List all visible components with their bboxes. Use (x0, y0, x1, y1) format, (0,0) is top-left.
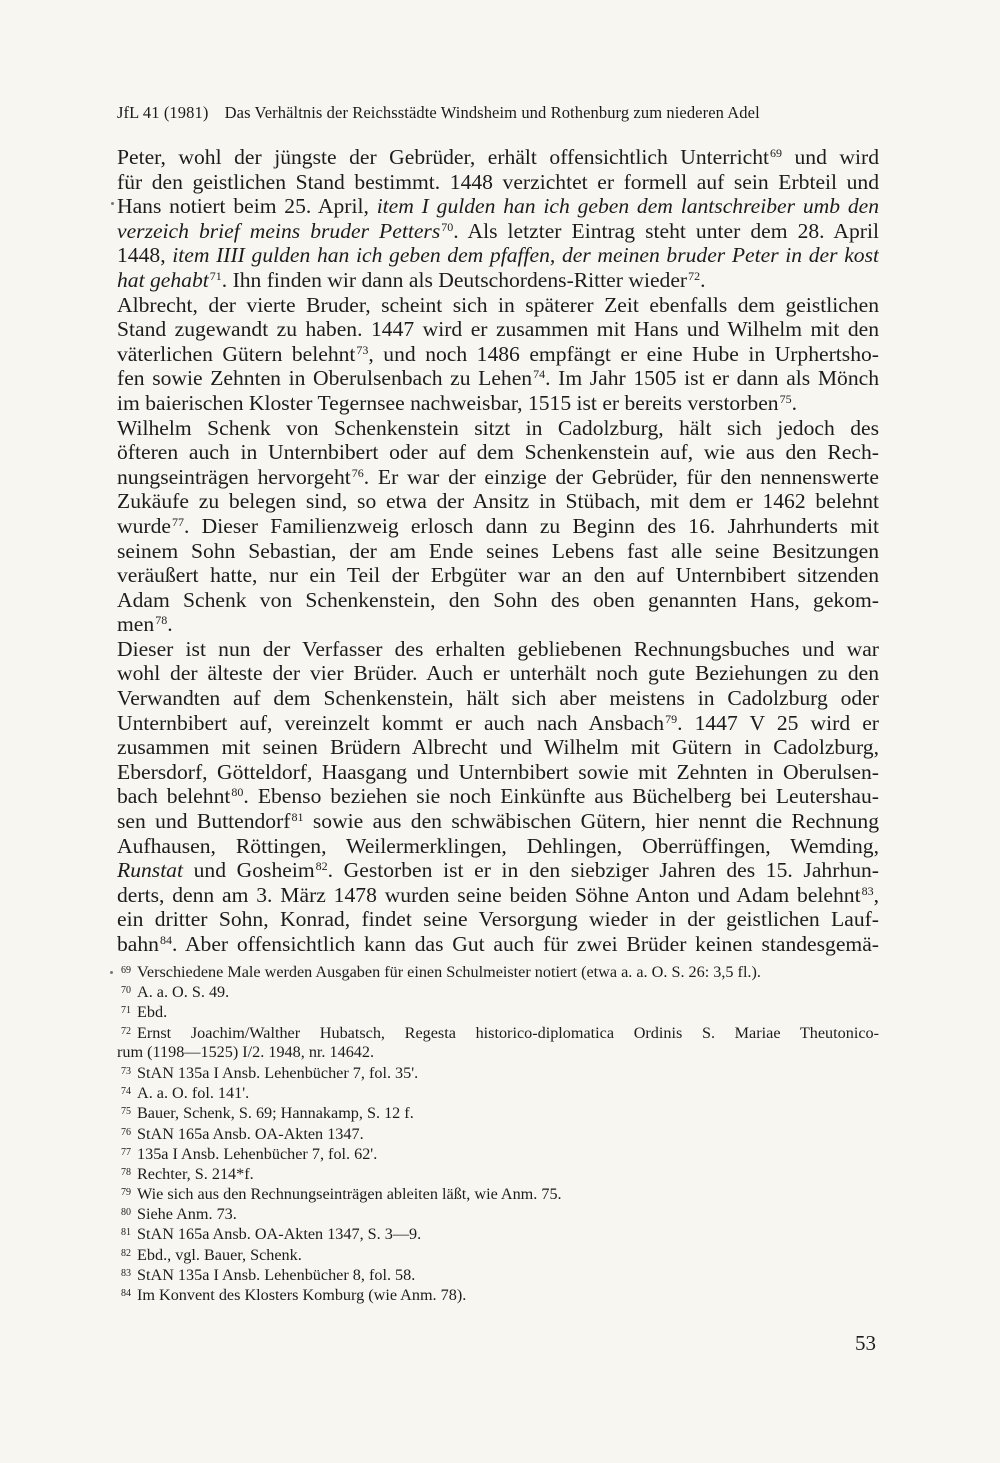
footnote (117, 1264, 879, 1284)
footnote-reference: 81 (291, 810, 304, 825)
text-line (117, 489, 879, 514)
text-line (117, 932, 879, 957)
text-run: wohl der älteste der vier Brüder. Auch er unterhält noch gute Beziehungen zu den (117, 661, 879, 686)
footnotes (117, 961, 879, 1304)
page-number: 53 (855, 1331, 876, 1355)
text-line (117, 711, 879, 736)
footnote (117, 1244, 879, 1264)
footnote-text: Rechter, S. 214*f. (137, 1164, 254, 1183)
footnote (117, 1203, 879, 1223)
text-run: Aufhausen, Röttingen, Weilermerklingen, Dehlingen, Oberrüffingen, Wemding, (117, 833, 879, 858)
footnote-text: StAN 135a I Ansb. Lehenbücher 7, fol. 35'. (137, 1063, 419, 1082)
text-run: Peter, wohl der jüngste der Gebrüder, erhält offensichtlich Unterricht (117, 145, 769, 169)
text-line (117, 219, 879, 244)
text-run: , und noch 1486 empfängt er eine Hube in Urphertsho- (368, 341, 879, 366)
footnote-reference: 76 (351, 465, 364, 480)
text-line (117, 514, 879, 539)
footnote-text: Bauer, Schenk, S. 69; Hannakamp, S. 12 f. (137, 1104, 414, 1123)
text-run: bach belehnt (117, 784, 231, 809)
footnote-text: Ebd., vgl. Bauer, Schenk. (137, 1245, 302, 1264)
text-run: . (700, 267, 706, 292)
text-run: und Gosheim (182, 858, 315, 883)
text-line (117, 735, 879, 760)
text-run: im baierischen Kloster Tegernsee nachweisbar, 1515 ist er bereits verstorben (117, 390, 779, 415)
footnote-number: 74 (121, 1086, 131, 1098)
footnote-reference: 80 (231, 785, 244, 800)
text-run: väterlichen Gütern belehnt (117, 341, 356, 366)
text-run: 1448, (117, 243, 173, 268)
footnote (117, 1183, 879, 1203)
scan-speck (110, 971, 113, 974)
text-run: . Aber offensichtlich kann das Gut auch für zwei Brüder keinen standesgemä- (171, 932, 879, 956)
text-run: Unternbibert auf, vereinzelt kommt er auch nach Ansbach (117, 710, 665, 735)
text-run: derts, denn am 3. März 1478 wurden seine beiden Söhne Anton und Adam belehnt (117, 882, 861, 907)
footnote-number: 71 (121, 1005, 131, 1017)
text-line (117, 588, 879, 613)
text-run: . Er war der einzige der Gebrüder, für den nennenswerte (363, 464, 879, 489)
footnote-number: 77 (121, 1146, 131, 1158)
text-run: bahn (117, 932, 159, 956)
footnote (117, 1062, 879, 1082)
text-run: wurde (117, 513, 171, 538)
footnote-reference: 77 (171, 514, 184, 529)
footnote (117, 1082, 879, 1102)
text-run: veräußert hatte, nur ein Teil der Erbgüter war an den auf Unternbibert sitzenden (117, 563, 879, 588)
text-line (117, 760, 879, 785)
footnote-text: StAN 165a Ansb. OA-Akten 1347, S. 3—9. (137, 1225, 422, 1244)
text-line (117, 440, 879, 465)
text-line (117, 612, 879, 637)
footnote-number: 81 (121, 1227, 131, 1239)
text-run: Verwandten auf dem Schenkenstein, hält sich aber meistens in Cadolzburg oder (117, 686, 879, 711)
text-run: Dieser ist nun der Verfasser des erhalten gebliebenen Rechnungsbuches und war (117, 636, 879, 661)
text-run: . (791, 390, 798, 415)
footnote-reference: 69 (770, 146, 782, 160)
footnote-number: 72 (121, 1025, 131, 1037)
text-run: Hans notiert beim 25. April, (117, 194, 377, 219)
footnote-text: 135a I Ansb. Lehenbücher 7, fol. 62'. (137, 1144, 378, 1163)
text-run: Zukäufe zu belegen sind, so etwa der Ansitz in Stübach, mit dem er 1462 belehnt (117, 489, 879, 514)
footnote-text: Verschiedene Male werden Ausgaben für einen Schulmeister notiert (etwa a. a. O. S. 26: 3,5 fl.). (137, 963, 761, 981)
footnote (117, 1042, 879, 1062)
footnote (117, 981, 879, 1001)
footnote-number: 76 (121, 1126, 131, 1138)
text-line (117, 145, 879, 170)
text-line (117, 170, 879, 195)
text-line (117, 194, 879, 219)
footnote (117, 1123, 879, 1143)
text-line (117, 342, 879, 367)
footnote (117, 1143, 879, 1163)
footnote (117, 1163, 879, 1183)
text-line (117, 661, 879, 686)
footnote-number: 79 (121, 1187, 131, 1199)
text-run: und wird (782, 145, 879, 169)
text-line (117, 268, 879, 293)
text-line (117, 686, 879, 711)
footnote-text: A. a. O. S. 49. (137, 983, 230, 1002)
footnote-text: StAN 165a Ansb. OA-Akten 1347. (137, 1124, 364, 1143)
text-line (117, 243, 879, 268)
footnote-text: Siehe Anm. 73. (137, 1205, 237, 1224)
text-line (117, 317, 879, 342)
italic-quotation: item I gulden han ich geben dem lantschreiber umb den (376, 194, 879, 219)
text-run: , (873, 882, 879, 907)
footnote-reference: 82 (315, 859, 328, 874)
footnote-text: Im Konvent des Klosters Komburg (wie Anm. 78). (137, 1286, 467, 1304)
footnote-number: 69 (121, 965, 131, 976)
footnote (117, 1001, 879, 1021)
footnote-number: 75 (121, 1106, 131, 1118)
footnote (117, 1284, 879, 1304)
footnote-reference: 70 (441, 219, 454, 234)
italic-quotation: hat gehabt (117, 267, 209, 292)
text-line (117, 563, 879, 588)
footnote (117, 961, 879, 981)
footnote-reference: 74 (533, 367, 546, 382)
journal-citation: JfL 41 (1981) (117, 103, 209, 122)
footnote-number: 83 (121, 1267, 131, 1279)
text-line (117, 366, 879, 391)
text-run: . Ihn finden wir dann als Deutschordens-Ritter wieder (221, 267, 688, 292)
footnote (117, 1102, 879, 1122)
text-line (117, 293, 879, 318)
footnote-text: Ernst Joachim/Walther Hubatsch, Regesta historico-diplomatica Ordinis S. Mariae Theutonico- (137, 1023, 879, 1042)
text-line (117, 809, 879, 834)
footnote-text: StAN 135a I Ansb. Lehenbücher 8, fol. 58. (137, 1265, 416, 1284)
text-run: Wilhelm Schenk von Schenkenstein sitzt in Cadolzburg, hält sich jedoch des (117, 415, 879, 440)
text-run: Adam Schenk von Schenkenstein, den Sohn des oben genannten Hans, gekom- (117, 587, 879, 612)
footnote-number: 84 (121, 1288, 131, 1299)
italic-quotation: Runstat (117, 858, 183, 883)
text-run: . Als letzter Eintrag steht unter dem 28. April (453, 218, 879, 243)
footnote-number: 78 (121, 1166, 131, 1178)
footnote (117, 1022, 879, 1042)
text-run: für den geistlichen Stand bestimmt. 1448 verzichtet er formell auf sein Erbteil und (117, 169, 879, 194)
text-run: sen und Buttendorf (117, 809, 291, 834)
text-run: . 1447 V 25 wird er (677, 710, 879, 735)
italic-quotation: verzeich brief meins bruder Petters (117, 218, 441, 243)
footnote-reference: 79 (665, 711, 678, 726)
text-run: . Ebenso beziehen sie noch Einkünfte aus Büchelberg bei Leutershau- (243, 784, 879, 809)
text-line (117, 637, 879, 662)
text-line (117, 784, 879, 809)
text-run: . Dieser Familienzweig erlosch dann zu Beginn des 16. Jahrhunderts mit (183, 513, 879, 538)
scan-speck (111, 202, 114, 205)
text-run: . (167, 612, 173, 637)
text-line (117, 834, 879, 859)
article-title: Das Verhältnis der Reichsstädte Windsheim und Rothenburg zum niederen Adel (224, 103, 760, 122)
footnote-reference: 73 (356, 342, 369, 357)
footnote (117, 1223, 879, 1243)
footnote-number: 80 (121, 1207, 131, 1219)
text-run: . Gestorben ist er in den siebziger Jahren des 15. Jahrhun- (327, 858, 879, 883)
footnote-reference: 72 (688, 268, 701, 283)
text-run: fen sowie Zehnten in Oberulsenbach zu Lehen (117, 366, 533, 391)
footnote-text: rum (1198—1525) I/2. 1948, nr. 14642. (117, 1042, 375, 1061)
text-line (117, 416, 879, 441)
footnote-number: 73 (121, 1065, 131, 1077)
text-run: sowie aus den schwäbischen Gütern, hier nennt die Rechnung (303, 809, 879, 834)
text-line (117, 391, 879, 416)
text-run: seinem Sohn Sebastian, der am Ende seines Lebens fast alle seine Besitzungen (117, 538, 879, 563)
text-run: ein dritter Sohn, Konrad, findet seine Versorgung wieder in der geistlichen Lauf- (117, 907, 879, 932)
footnote-text: Ebd. (137, 1003, 168, 1022)
text-run: Albrecht, der vierte Bruder, scheint sich in späterer Zeit ebenfalls dem geistlichen (117, 292, 879, 317)
text-run: Ebersdorf, Götteldorf, Haasgang und Unternbibert sowie mit Zehnten in Oberulsen- (117, 759, 879, 784)
footnote-text: A. a. O. fol. 141'. (137, 1084, 250, 1103)
text-line (117, 465, 879, 490)
text-line (117, 907, 879, 932)
footnote-reference: 84 (159, 933, 172, 947)
text-run: öfteren auch in Unternbibert oder auf dem Schenkenstein auf, wie aus den Rech- (117, 440, 879, 465)
text-line (117, 858, 879, 883)
footnote-reference: 83 (861, 883, 874, 898)
footnote-reference: 78 (155, 613, 168, 628)
footnote-text: Wie sich aus den Rechnungseinträgen ableiten läßt, wie Anm. 75. (137, 1185, 562, 1204)
text-run: . Im Jahr 1505 ist er dann als Mönch (545, 366, 879, 391)
text-line (117, 539, 879, 564)
text-run: zusammen mit seinen Brüdern Albrecht und Wilhelm mit Gütern in Cadolzburg, (117, 735, 879, 760)
footnote-number: 82 (121, 1247, 131, 1259)
text-run: nungseinträgen hervorgeht (117, 464, 351, 489)
text-run: men (117, 612, 155, 637)
running-header (117, 103, 760, 123)
text-run: Stand zugewandt zu haben. 1447 wird er zusammen mit Hans und Wilhelm mit den (117, 317, 879, 342)
text-line (117, 883, 879, 908)
italic-quotation: item IIII gulden han ich geben dem pfaffen, der meinen bruder Peter in der kost (172, 243, 879, 268)
footnote-number: 70 (121, 985, 131, 997)
footnote-reference: 75 (779, 391, 792, 406)
body-text (117, 145, 879, 957)
footnote-reference: 71 (209, 268, 222, 283)
